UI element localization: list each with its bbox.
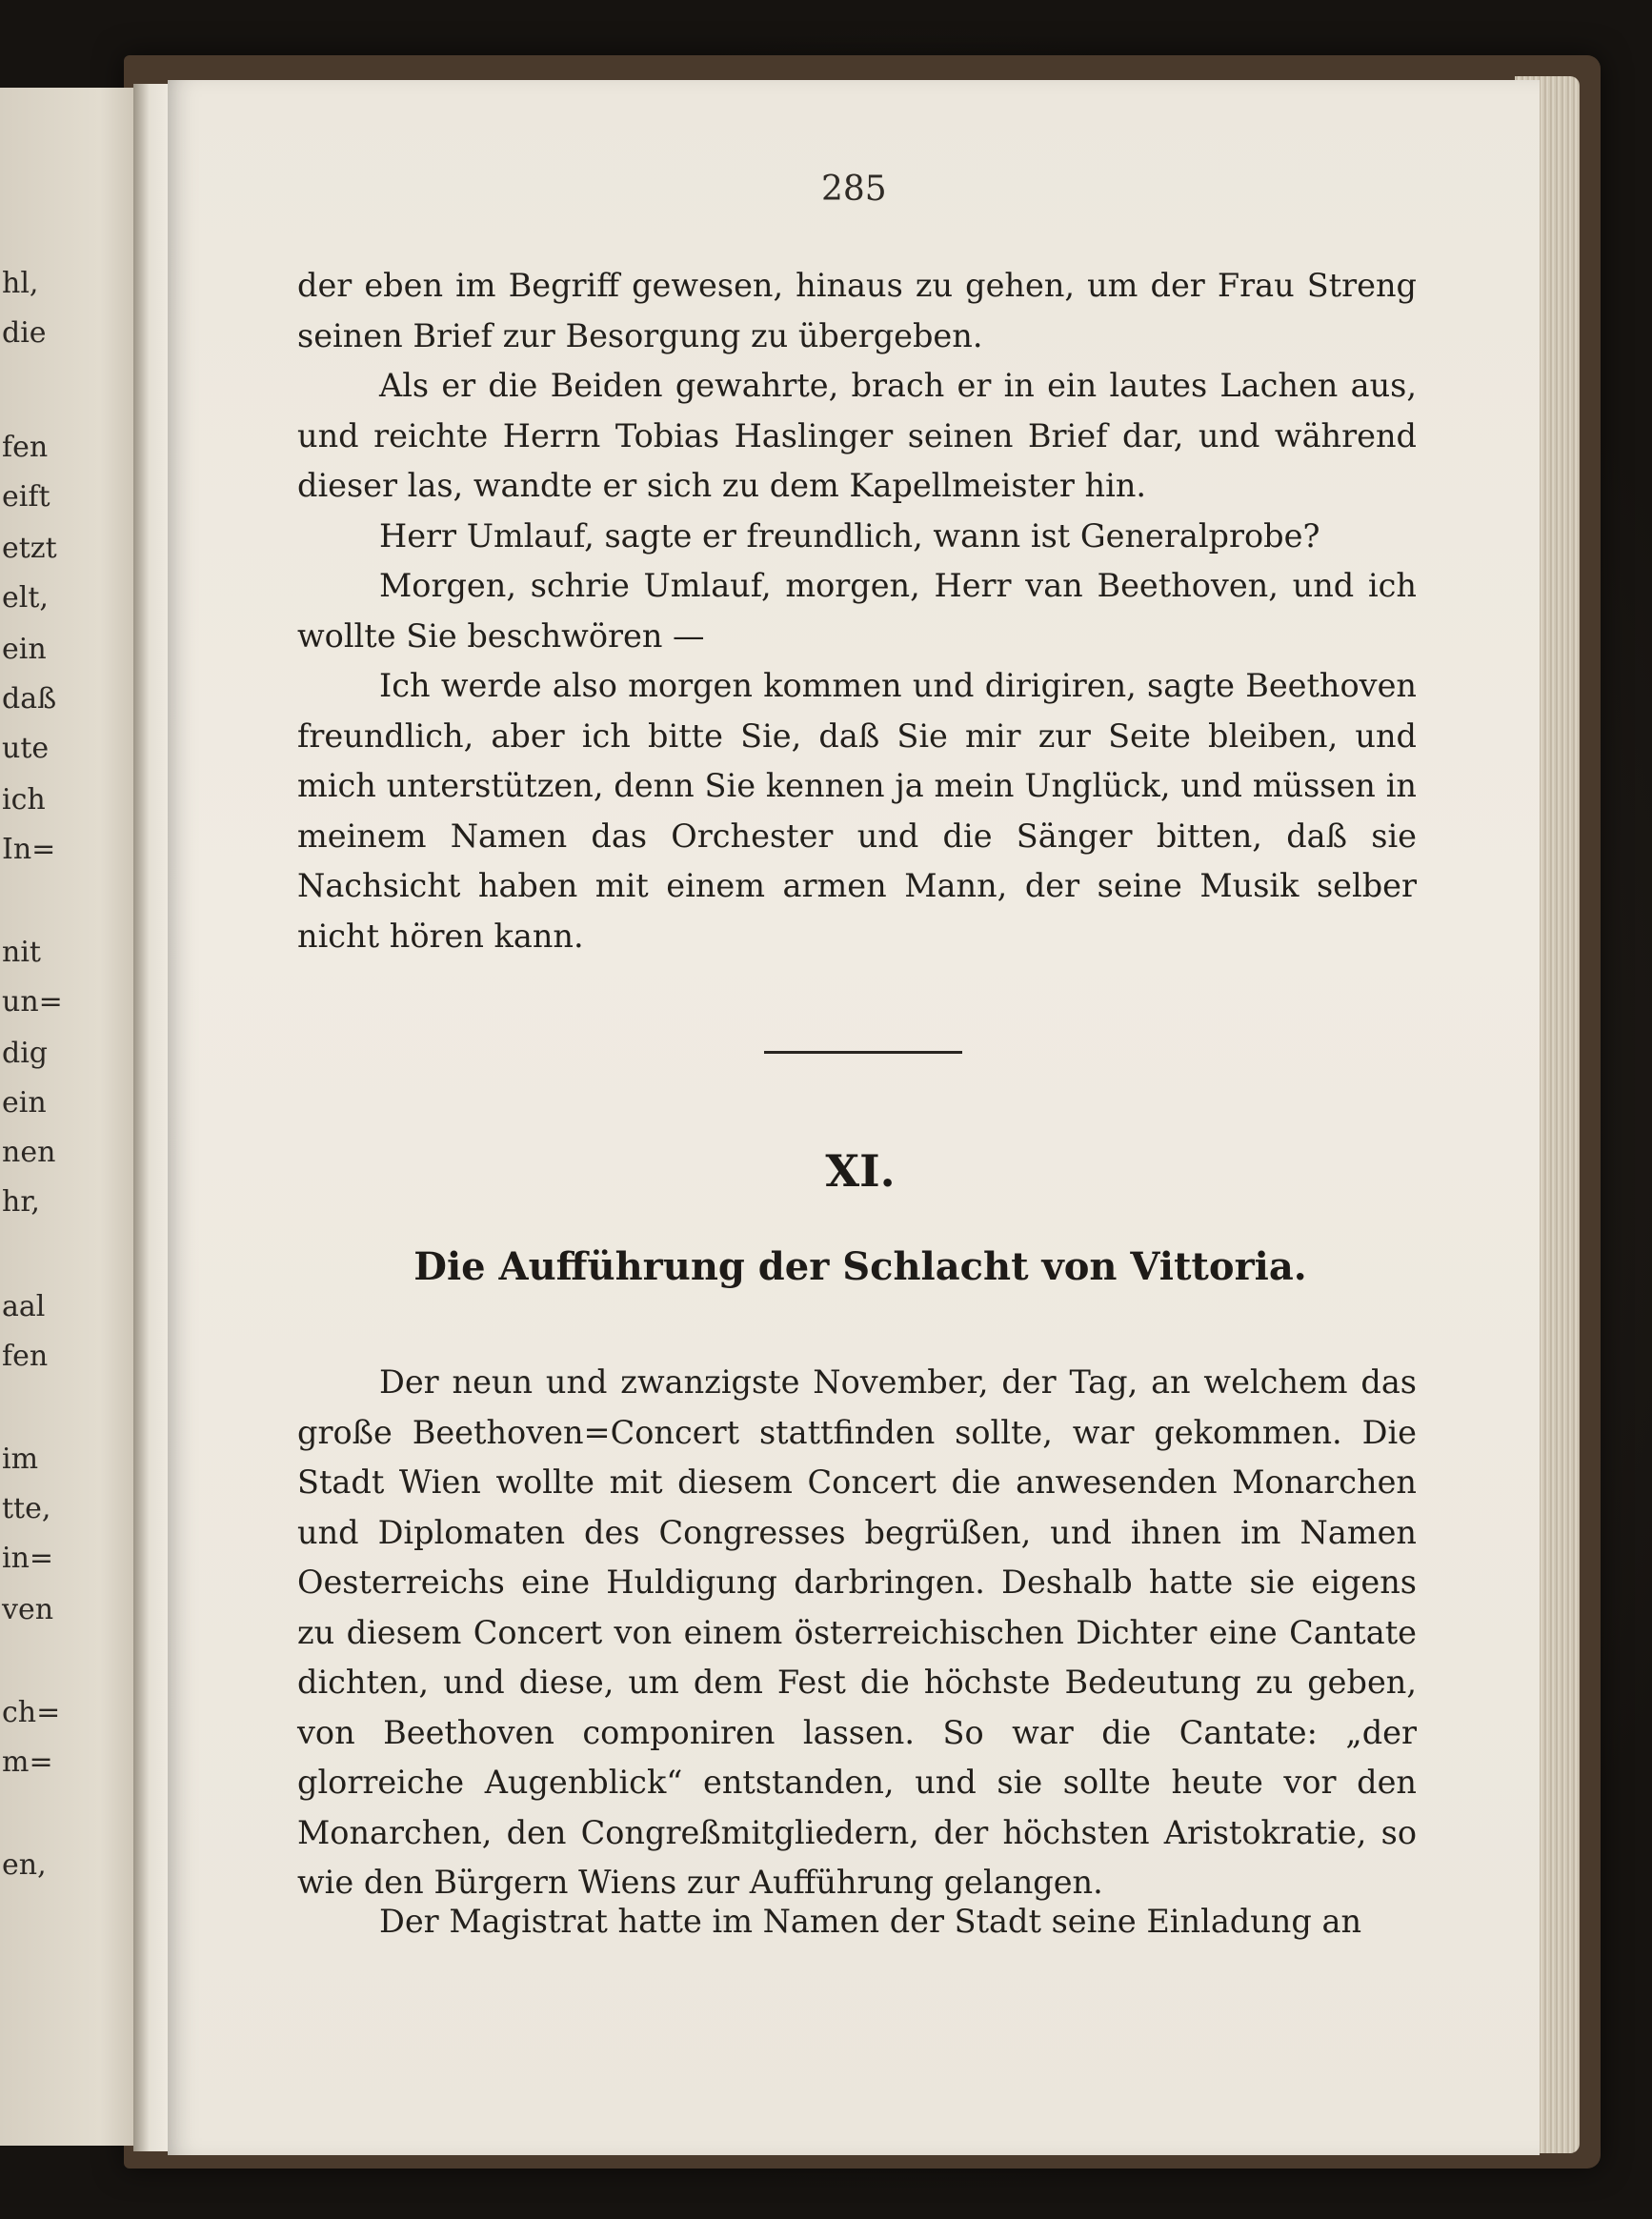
left-page-fragment: In= [2,833,56,866]
left-page-fragment: m= [2,1745,53,1779]
paragraph: Der Magistrat hatte im Namen der Stadt seine Einladung an [379,1903,1362,1940]
left-page-fragment: en, [2,1848,47,1882]
left-page-fragment: ich [2,783,46,817]
chapter-title: Die Aufführung der Schlacht von Vittoria. [413,1244,1307,1289]
left-page-fragment: un= [2,985,63,1019]
section-divider [764,1051,962,1054]
left-page-fragment: ein [2,1086,47,1120]
chapter-number: XI. [825,1145,896,1197]
paragraph: Morgen, schrie Umlauf, morgen, Herr van Beethoven, und ich wollte Sie beschwören — [297,567,1417,655]
left-page-fragment: ch= [2,1696,61,1729]
paragraph: Herr Umlauf, sagte er freundlich, wann ist Generalprobe? [379,517,1320,555]
left-page-fragment: in= [2,1542,54,1575]
left-page-fragment: tte, [2,1492,51,1525]
page-number: 285 [821,170,887,209]
left-page-fragment: eift [2,480,50,514]
left-page-fragment: nit [2,936,41,969]
left-page-fragment: elt, [2,581,49,615]
paragraph: der eben im Begriff gewesen, hinaus zu gehen, um der Frau Streng seinen Brief zur Besorgung zu übergeben. [297,267,1417,354]
left-page-fragment: nen [2,1136,56,1169]
left-page-fragment: ein [2,633,47,666]
left-page-fragment: hr, [2,1185,40,1219]
left-page-fragment: ute [2,732,50,765]
left-page-fragment: die [2,316,47,350]
paragraph: Ich werde also morgen kommen und dirigiren, sagte Beethoven freundlich, aber ich bitte Sie, daß Sie mir zur Seite bleiben, und mich unterstützen, denn Sie kennen ja mein Unglück, und müssen in meinem Namen das Orchester und die Sänger bitten, daß sie Nachsicht haben mit einem armen Mann, der seine Musik selber nicht hören kann. [297,667,1417,955]
left-page-fragment: ven [2,1593,54,1626]
left-page-fragment: fen [2,431,49,464]
left-page-fragment: daß [2,682,57,716]
paragraph: Als er die Beiden gewahrte, brach er in ein lautes Lachen aus, und reichte Herrn Tobias Haslinger seinen Brief dar, und während dieser las, wandte er sich zu dem Kapellmeister hin. [297,367,1417,504]
paragraph: Der neun und zwanzigste November, der Tag, an welchem das große Beethoven=Concert stattfinden sollte, war gekommen. Die Stadt Wien wollte mit diesem Concert die anwesenden Monarchen und Diplomaten des Congresses begrüßen, und ihnen im Namen Oesterreichs eine Huldigung darbringen. Deshalb hatte sie eigens zu diesem Concert von einem österreichischen Dichter eine Cantate dichten, und diese, um dem Fest die höchste Bedeutung zu geben, von Beethoven componiren lassen. So war die Cantate: „der glorreiche Augenblick“ entstanden, und sie sollte heute vor den Monarchen, den Congreßmitgliedern, der höchsten Aristokratie, so wie den Bürgern Wiens zur Aufführung gelangen. [297,1363,1417,1901]
left-page-fragment: etzt [2,532,57,565]
left-page-fragment: hl, [2,267,39,300]
left-page-fragment: im [2,1442,39,1476]
left-page-fragment: aal [2,1290,46,1323]
left-page-fragment: fen [2,1340,49,1373]
left-page [0,88,143,2146]
left-page-fragment: dig [2,1037,49,1070]
